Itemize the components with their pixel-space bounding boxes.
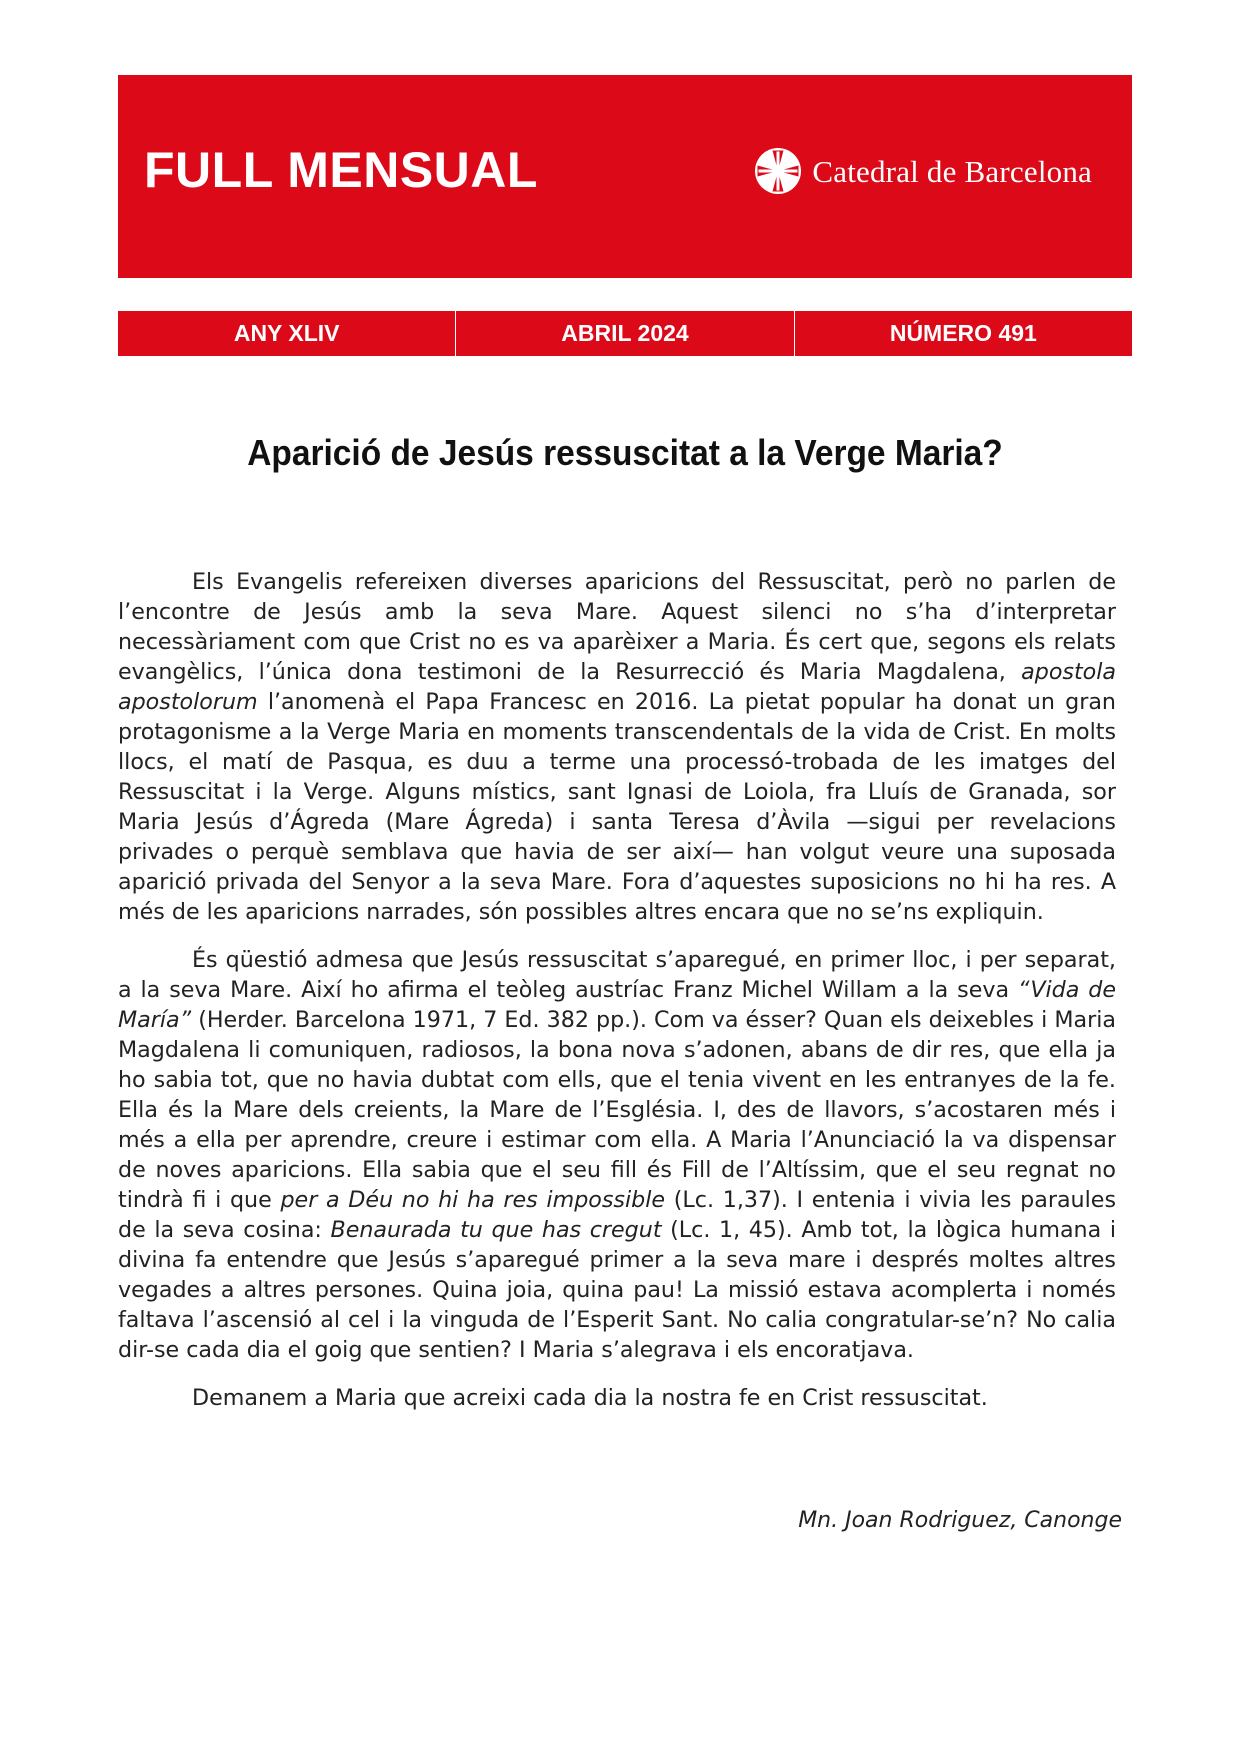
paragraph-1-text-c: l’anomenà el Papa Francesc en 2016. La pietat popular ha donat un gran protagonisme a la Verge Maria en moments transcendentals de la vida de Crist. En molts llocs, el matí de Pasqua, es duu a terme una processó-trobada de les imatges del Ressuscitat i la Verge. Alguns místics, sant Ignasi de Loiola, fra Lluís de Granada, sor Maria Jesús d’Ágreda (Mare Ágreda) i santa Teresa d’Àvila —sigui per revelacions privades o perquè semblava que havia de ser així— han volgut veure una suposada aparició privada del Senyor a la seva Mare. Fora d’aquestes suposicions no hi ha res. A més de les aparicions narrades, són possibles altres encara que no se’ns expliquin. (118, 689, 1116, 925)
paragraph-2 (118, 945, 1116, 1365)
publication-title: FULL MENSUAL (144, 142, 538, 198)
brand-name: Catedral de Barcelona (812, 153, 1092, 189)
issue-number: NÚMERO 491 (795, 311, 1132, 356)
cathedral-brand (754, 147, 1092, 195)
paragraph-1-italic-phrase: apostola apostolorum (118, 659, 1116, 715)
paragraph-1-text-a: Els Evangelis refereixen diverses aparicions del Ressuscitat, però no parlen de l’encontre de Jesús amb la seva Mare. Aquest silenci no s’ha d’interpretar necessàriament com que Crist no es va aparèixer a Maria. És cert que, segons els relats evangèlics, l’única dona testimoni de la Resurrecció és Maria Magdalena, (118, 569, 1116, 685)
article-title: Aparició de Jesús ressuscitat a la Verge Maria? (247, 432, 1003, 473)
paragraph-2-text-g: (Lc. 1, 45). Amb tot, la lògica humana i divina fa entendre que Jesús s’aparegué primer a la seva mare i després moltes altres vegades a altres persones. Quina joia, quina pau! La missió estava acomplerta i només faltava l’ascensió al cel i la vinguda de l’Esperit Sant. No calia congratular-se’n? No calia dir-se cada dia el goig que sentien? I Maria s’alegrava i els encoratjava. (118, 1217, 1116, 1363)
paragraph-2-text-c: (Herder. Barcelona 1971, 7 Ed. 382 pp.). Com va ésser? Quan els deixebles i Maria Magdalena li comuniquen, radiosos, la bona nova s’adonen, abans de dir res, que ella ja ho sabia tot, que no havia dubtat com ells, que el tenia vivent en les entranyes de la fe. Ella és la Mare dels creients, la Mare de l’Església. I, des de llavors, s’acostaren més i més a ella per aprendre, creure i estimar com ella. A Maria l’Anunciació la va dispensar de noves aparicions. Ella sabia que el seu fill és Fill de l’Altíssim, que el seu regnat no tindrà fi i que (118, 1007, 1116, 1213)
book-title: “Vida de María” (118, 977, 1117, 1033)
paragraph-1 (118, 567, 1116, 927)
issue-info-bar (118, 311, 1132, 356)
quote-luke-1-45: Benaurada tu que has cregut (330, 1217, 662, 1243)
closing-paragraph: Demanem a Maria que acreixi cada dia la nostra fe en Crist ressuscitat. (192, 1385, 988, 1411)
header-banner (118, 75, 1132, 278)
article-body (118, 567, 1116, 1413)
paragraph-2-text-e: (Lc. 1,37). I entenia i vivia les paraules de la seva cosina: (118, 1187, 1116, 1243)
paragraph-2-text-a: És qüestió admesa que Jesús ressuscitat s’aparegué, en primer lloc, i per separat, a la seva Mare. Així ho afirma el teòleg austríac Franz Michel Willam a la seva (118, 947, 1116, 1003)
author-signature: Mn. Joan Rodriguez, Canonge (798, 1508, 1122, 1533)
issue-date: ABRIL 2024 (456, 311, 794, 356)
cross-pattee-icon (754, 147, 802, 195)
volume-year: ANY XLIV (118, 311, 456, 356)
quote-luke-1-37: per a Déu no hi ha res impossible (280, 1187, 666, 1213)
